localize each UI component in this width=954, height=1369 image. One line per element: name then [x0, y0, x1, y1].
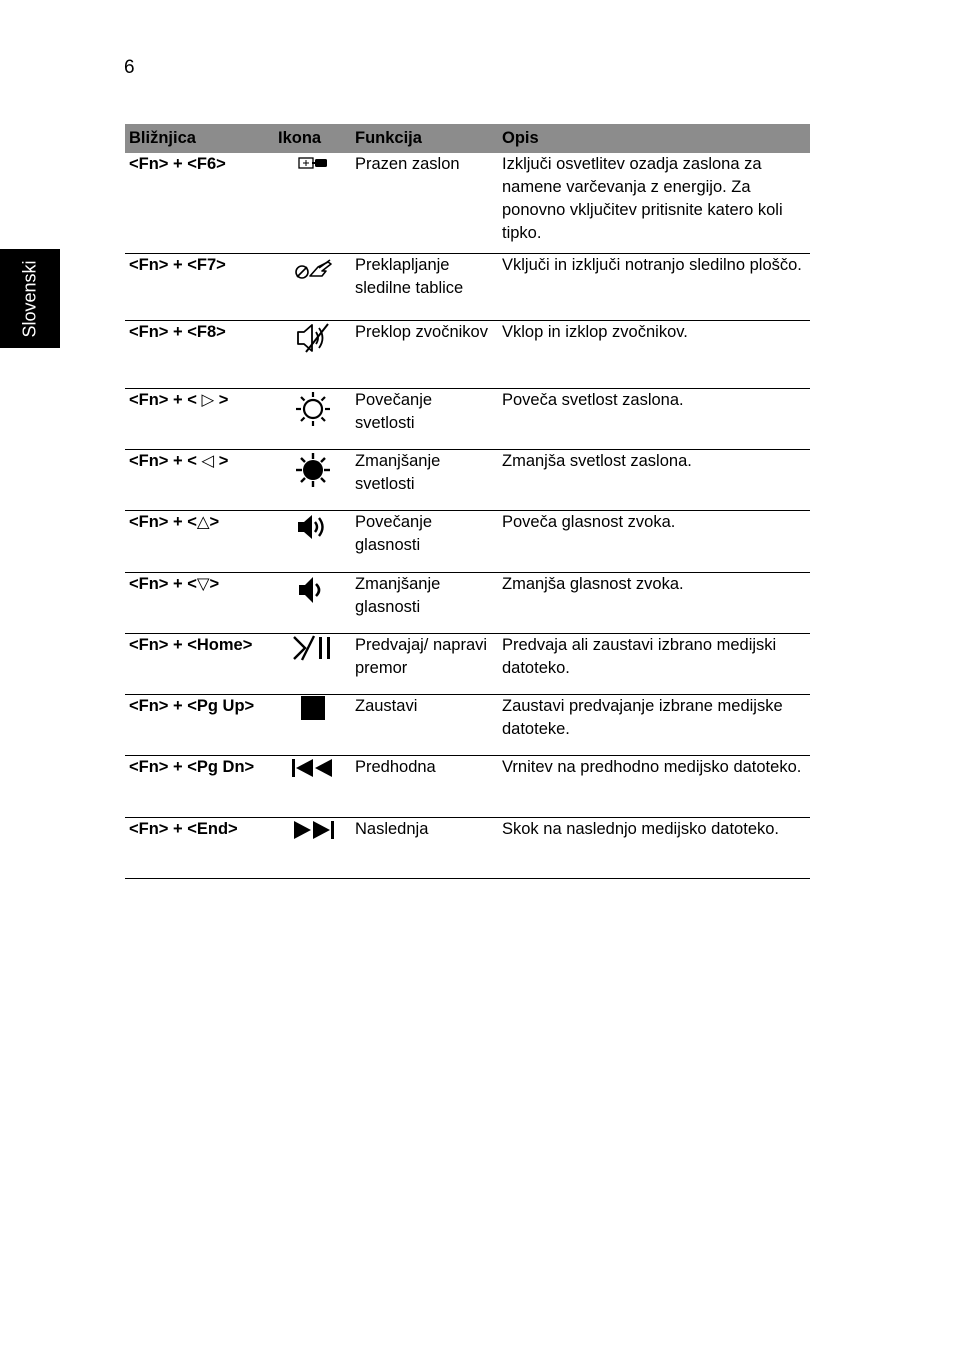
- previous-track-icon: [290, 756, 336, 780]
- table-row: [125, 320, 810, 388]
- header-icon: Ikona: [274, 124, 351, 153]
- shortcut-key: <Fn> + <Home>: [125, 633, 274, 694]
- function-name: Preklop zvočnikov: [351, 320, 498, 388]
- function-name: Predhodna: [351, 755, 498, 817]
- shortcut-key: <Fn> + <F6>: [125, 153, 274, 253]
- language-label: Slovenski: [19, 259, 40, 338]
- volume-down-icon: [295, 573, 331, 607]
- function-description: Vrnitev na predhodno medijsko datoteko.: [498, 755, 810, 817]
- table-row: [125, 253, 810, 320]
- function-description: Vključi in izključi notranjo sledilno ploščo.: [498, 253, 810, 320]
- brightness-down-icon: [293, 450, 333, 490]
- function-description: Zmanjša svetlost zaslona.: [498, 449, 810, 510]
- header-description: Opis: [498, 124, 810, 153]
- shortcut-key: <Fn> + <End>: [125, 817, 274, 878]
- table-row: [125, 388, 810, 449]
- function-name: Naslednja: [351, 817, 498, 878]
- table-row: [125, 572, 810, 633]
- shortcut-key: <Fn> + <Pg Up>: [125, 694, 274, 755]
- function-description: Poveča svetlost zaslona.: [498, 388, 810, 449]
- function-description: Zaustavi predvajanje izbrane medijske datoteke.: [498, 694, 810, 755]
- function-name: Povečanje svetlosti: [351, 388, 498, 449]
- function-name: Predvajaj/ napravi premor: [351, 633, 498, 694]
- stop-icon: [300, 695, 326, 721]
- function-name: Preklapljanje sledilne tablice: [351, 253, 498, 320]
- function-name: Zmanjšanje glasnosti: [351, 572, 498, 633]
- play-pause-icon: [291, 634, 335, 662]
- function-description: Vklop in izklop zvočnikov.: [498, 320, 810, 388]
- touchpad-toggle-icon: [292, 254, 334, 284]
- header-shortcut: Bližnjica: [125, 124, 274, 153]
- display-off-icon: [295, 153, 331, 173]
- function-description: Predvaja ali zaustavi izbrano medijski datoteko.: [498, 633, 810, 694]
- shortcut-key: <Fn> + < ▷ >: [125, 388, 274, 449]
- function-name: Prazen zaslon: [351, 153, 498, 253]
- table-row: [125, 694, 810, 755]
- shortcut-key: <Fn> + <F8>: [125, 320, 274, 388]
- function-name: Zmanjšanje svetlosti: [351, 449, 498, 510]
- shortcut-key: <Fn> + <Pg Dn>: [125, 755, 274, 817]
- page-number: 6: [124, 57, 135, 78]
- function-description: Poveča glasnost zvoka.: [498, 510, 810, 572]
- function-description: Skok na naslednjo medijsko datoteko.: [498, 817, 810, 878]
- shortcut-key: <Fn> + <▽>: [125, 572, 274, 633]
- table-row: [125, 510, 810, 572]
- shortcut-key: <Fn> + <△>: [125, 510, 274, 572]
- function-description: Zmanjša glasnost zvoka.: [498, 572, 810, 633]
- function-description: Izključi osvetlitev ozadja zaslona za namene varčevanja z energijo. Za ponovno vključitev pritisnite katero koli tipko.: [498, 153, 810, 253]
- function-name: Povečanje glasnosti: [351, 510, 498, 572]
- volume-up-icon: [295, 511, 331, 543]
- table-row: [125, 755, 810, 817]
- next-track-icon: [290, 818, 336, 842]
- table-row: [125, 153, 810, 253]
- table-row: [125, 449, 810, 510]
- table-row: [125, 817, 810, 878]
- shortcut-table: [125, 124, 810, 879]
- function-name: Zaustavi: [351, 694, 498, 755]
- shortcut-key: <Fn> + <F7>: [125, 253, 274, 320]
- brightness-up-icon: [293, 389, 333, 429]
- table-header-row: [125, 124, 810, 153]
- shortcut-key: <Fn> + < ◁ >: [125, 449, 274, 510]
- table-row: [125, 633, 810, 694]
- header-function: Funkcija: [351, 124, 498, 153]
- speaker-toggle-icon: [293, 321, 333, 355]
- language-side-tab: [0, 249, 60, 348]
